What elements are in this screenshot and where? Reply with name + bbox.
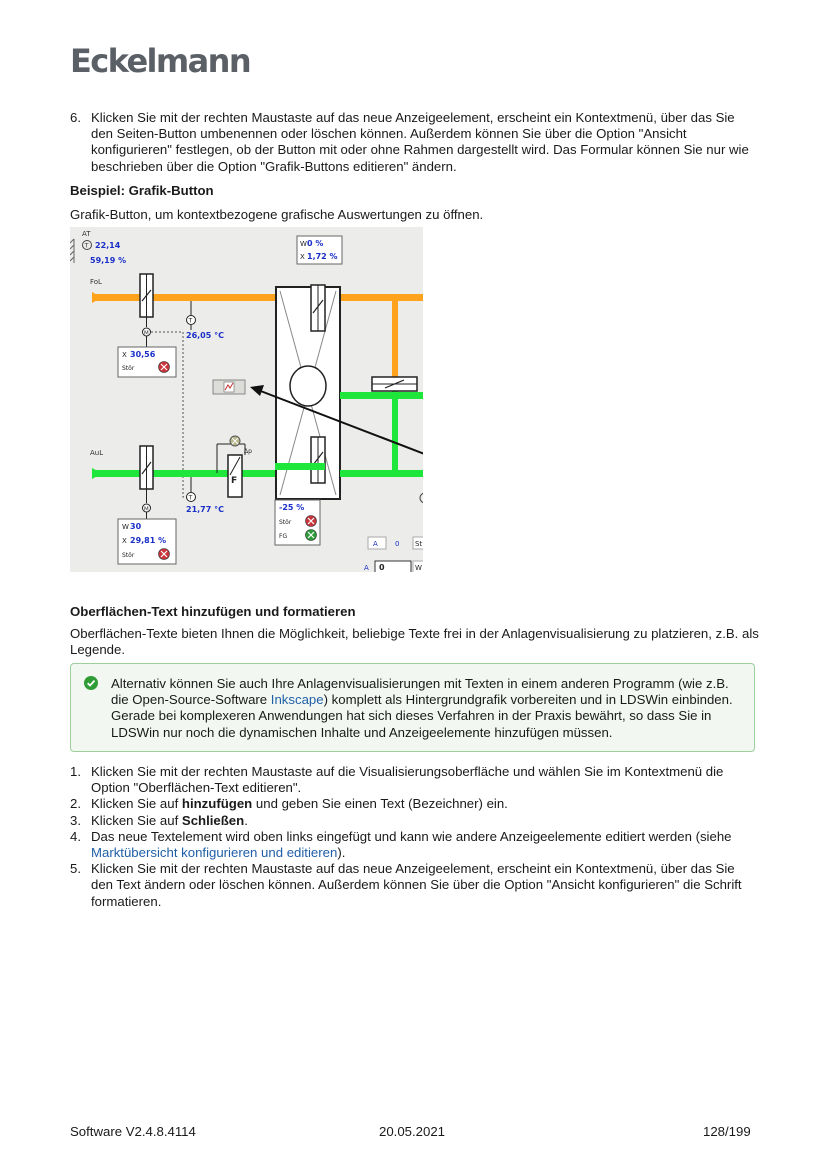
svg-text:W: W	[300, 240, 307, 248]
footer-page-number: 128/199	[703, 1124, 751, 1139]
ground-hatch-icon	[70, 239, 74, 263]
svg-text:T: T	[84, 242, 89, 250]
example-text: Grafik-Button, um kontextbezogene grafische Auswertungen zu öffnen.	[70, 207, 484, 222]
svg-text:Stör: Stör	[122, 552, 135, 559]
svg-text:0: 0	[395, 540, 400, 548]
svg-text:0 %: 0 %	[307, 239, 324, 248]
temp-value-2: 21,77 °C	[186, 505, 224, 514]
svg-text:W: W	[415, 564, 422, 572]
svg-text:A: A	[373, 540, 378, 548]
tip-box	[70, 663, 755, 752]
step-list-top	[70, 110, 760, 175]
arrow-icon	[92, 292, 102, 303]
svg-text:30: 30	[130, 522, 142, 531]
section-heading: Oberflächen-Text hinzufügen und formatieren	[70, 604, 356, 619]
list-item: 1. Klicken Sie mit der rechten Maustaste auf die Visualisierungsoberfläche und wählen Sie im Kontextmenü die Option "Oberflächen-Text editieren".	[70, 764, 724, 796]
inkscape-link[interactable]: Inkscape	[270, 692, 324, 708]
svg-text:St: St	[415, 540, 423, 548]
footer-date: 20.05.2021	[379, 1124, 446, 1139]
list-item: 3. Klicken Sie auf Schließen.	[70, 812, 248, 828]
market-overview-link[interactable]: Marktübersicht konfigurieren und editieren	[91, 845, 338, 861]
svg-text:X: X	[122, 351, 127, 359]
tip-text: Alternativ können Sie auch Ihre Anlagenvisualisierungen mit Texten in einem anderen Programm (wie z.B. die Open-Source-Software Inkscape) komplett als Hintergrundgrafik vorbereiten und in LDSWin einbinden. Gerade bei komplexeren Anwendungen hat sich dieses Verfahren in der Praxis bewährt, so dass Sie in LDSWin nur noch die dynamischen Inhalte und Anzeigeelemente hinzufügen müssen.	[111, 676, 733, 740]
step-list	[70, 764, 760, 910]
list-item: 5. Klicken Sie mit der rechten Maustaste auf das neue Anzeigeelement, erscheint ein Kontextmenü, über das Sie den Text ändern oder löschen können. Außerdem können Sie über die Option "Ansicht konfigurieren" die Schrift formatieren.	[70, 861, 742, 909]
fol-label: FoL	[90, 278, 102, 286]
outdoor-air-duct	[92, 470, 275, 477]
aul-label: AuL	[90, 449, 104, 457]
svg-text:T: T	[188, 317, 193, 325]
svg-text:A: A	[364, 564, 369, 572]
at-label: AT	[82, 230, 91, 238]
step-text: Klicken Sie mit der rechten Maustaste auf das neue Anzeigeelement, erscheint ein Kontextmenü, über das Sie den Seiten-Button umbenennen oder löschen können. Außerdem können Sie über die Option "Ansicht konfigurieren" festlegen, ob der Button mit oder ohne Rahmen dargestellt wird. Das Formular können Sie nur wie beschrieben über die Option "Grafik-Buttons editieren" ändern.	[91, 110, 749, 174]
arrow-icon	[92, 468, 102, 479]
arrow-head-icon	[250, 385, 264, 396]
svg-text:29,81 %: 29,81 %	[130, 536, 167, 545]
footer-version: Software V2.4.8.4114	[70, 1124, 196, 1139]
eckelmann-logo: Eckelmann	[70, 42, 251, 80]
hvac-screenshot	[70, 227, 423, 572]
svg-text:0: 0	[379, 563, 385, 572]
svg-text:F: F	[231, 476, 238, 486]
svg-text:T: T	[188, 494, 193, 502]
svg-text:Stör: Stör	[279, 519, 292, 526]
svg-text:FG: FG	[279, 533, 288, 540]
svg-text:Stör: Stör	[122, 365, 135, 372]
svg-text:1,72 %: 1,72 %	[307, 252, 338, 261]
at-value: 22,14	[95, 241, 121, 250]
list-item: 2. Klicken Sie auf hinzufügen und geben Sie einen Text (Bezeichner) ein.	[70, 796, 508, 812]
svg-text:Δp: Δp	[244, 448, 252, 455]
check-circle-icon	[84, 676, 98, 690]
section-intro: Oberflächen-Texte bieten Ihnen die Möglichkeit, beliebige Texte frei in der Anlagenvisualisierung zu platzieren, z.B. als Legende.	[70, 626, 759, 658]
svg-text:-25 %: -25 %	[279, 503, 305, 512]
svg-text:M: M	[144, 506, 149, 513]
temp-value-1: 26,05 °C	[186, 331, 224, 340]
damper-x-value: 30,56	[130, 350, 156, 359]
at-percent: 59,19 %	[90, 256, 127, 265]
list-item: 6. Klicken Sie mit der rechten Maustaste auf das neue Anzeigeelement, erscheint ein Kontextmenü, über das Sie den Seiten-Button umbenennen oder löschen können. Außerdem können Sie über die Option "Ansicht konfigurieren" festlegen, ob der Button mit oder ohne Rahmen dargestellt wird. Das Formular können Sie nur wie beschrieben über die Option "Grafik-Buttons editieren" ändern.	[70, 110, 749, 174]
svg-text:X: X	[122, 537, 127, 545]
supply-air-duct	[92, 294, 275, 301]
heat-exchanger-icon	[290, 366, 326, 406]
svg-text:M: M	[144, 330, 149, 337]
example-heading: Beispiel: Grafik-Button	[70, 183, 214, 198]
svg-text:W: W	[122, 523, 129, 531]
list-item: 4. Das neue Textelement wird oben links eingefügt und kann wie andere Anzeigeelemente editiert werden (siehe Marktübersicht konfigurieren und editieren).	[70, 828, 732, 861]
svg-text:X: X	[300, 253, 305, 261]
